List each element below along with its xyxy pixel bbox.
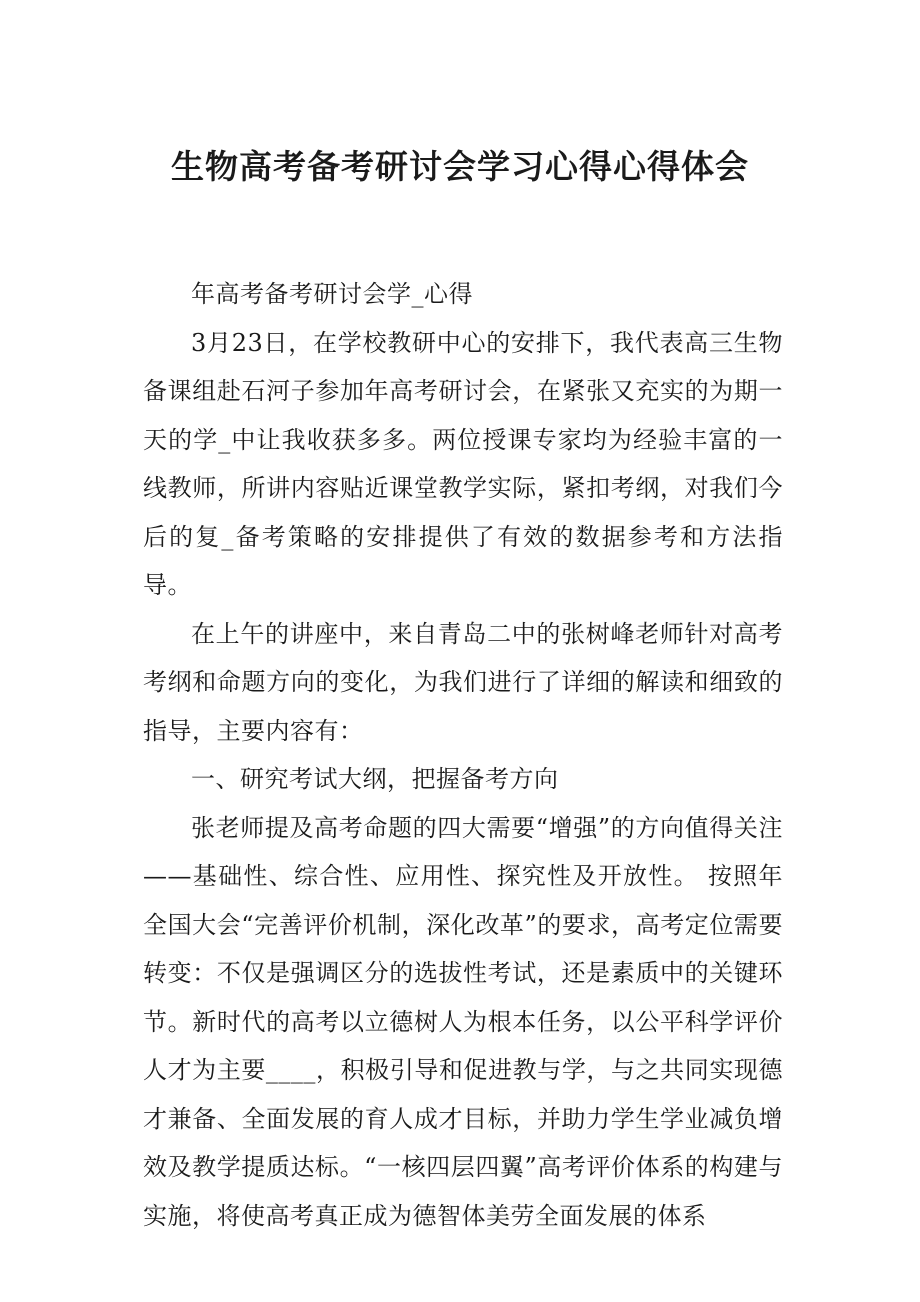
body-paragraph: 张老师提及高考命题的四大需要“增强”的方向值得关注——基础性、综合性、应用性、探究性及开放性。 按照年全国大会“完善评价机制，深化改革”的要求，高考定位需要转变：不仅是强调区分的选拔性考试，还是素质中的关键环节。新时代的高考以立德树人为根本任务，以公平科学评价人才为主要____，积极引导和促进教与学，与之共同实现德才兼备、全面发展的育人成才目标，并助力学生学业减负增效及教学提质达标。“一核四层四翼”高考评价体系的构建与实施，将使高考真正成为德智体美劳全面发展的体系 [143, 813, 783, 1230]
body-paragraph: 3月23日，在学校教研中心的安排下，我代表高三生物备课组赴石河子参加年高考研讨会，在紧张又充实的为期一天的学_中让我收获多多。两位授课专家均为经验丰富的一线教师，所讲内容贴近课堂教学实际，紧扣考纲，对我们今后的复_备考策略的安排提供了有效的数据参考和方法指导。 [143, 328, 783, 599]
body-paragraph: 在上午的讲座中，来自青岛二中的张树峰老师针对高考考纲和命题方向的变化，为我们进行了详细的解读和细致的指导，主要内容有： [143, 619, 783, 745]
subtitle-paragraph: 年高考备考研讨会学_心得 [191, 280, 473, 308]
document-title: 生物高考备考研讨会学习心得心得体会 [171, 147, 749, 186]
section-heading: 一、研究考试大纲，把握备考方向 [191, 765, 559, 793]
document-body [143, 270, 783, 1240]
